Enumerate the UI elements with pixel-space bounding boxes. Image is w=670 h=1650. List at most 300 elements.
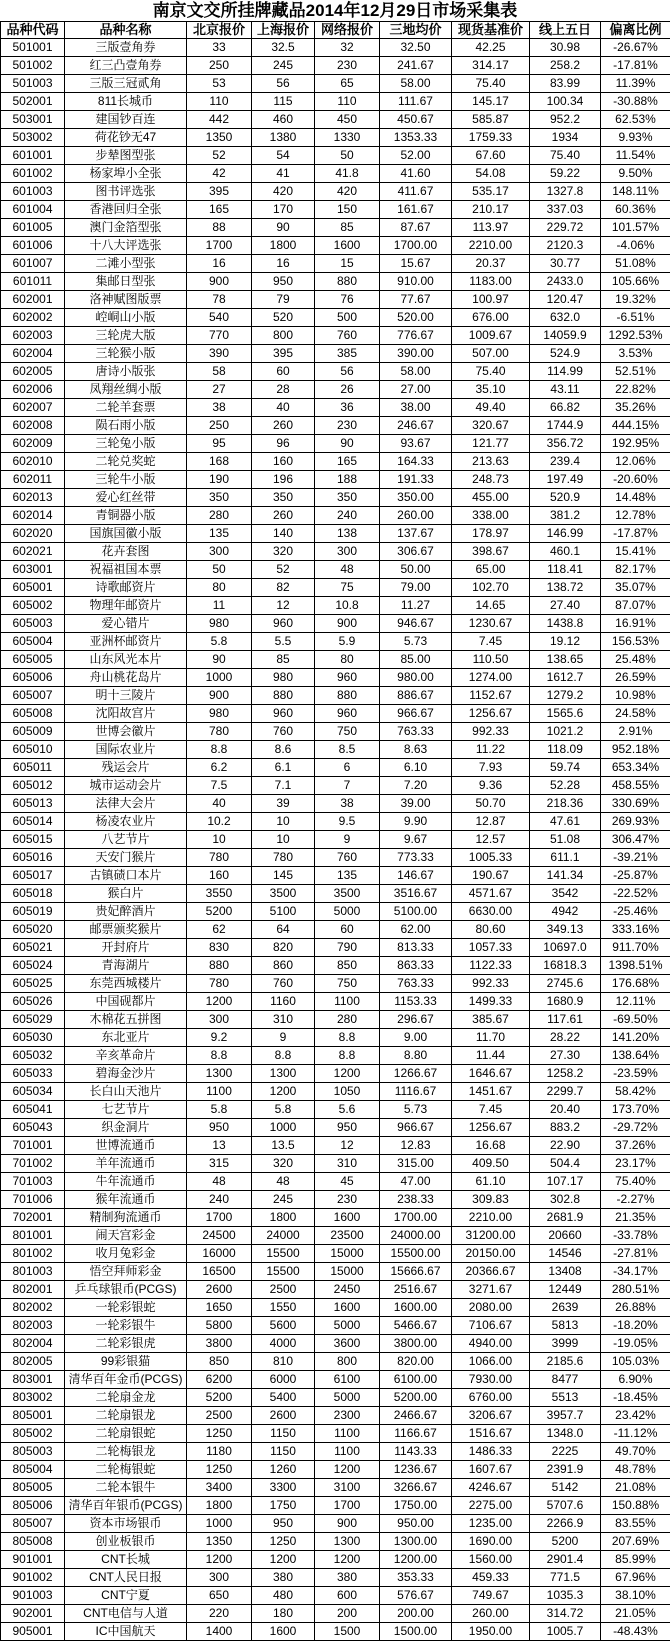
cell-beijing-quote: 10 xyxy=(187,831,252,849)
cell-online-5day: 1934 xyxy=(530,129,601,147)
cell-online-5day: 2639 xyxy=(530,1299,601,1317)
cell-online-5day: 2433.0 xyxy=(530,273,601,291)
cell-deviation-ratio: 11.39% xyxy=(601,75,670,93)
cell-online-quote: 50 xyxy=(315,147,380,165)
cell-spot-base-price: 213.63 xyxy=(452,453,530,471)
cell-online-5day: 2120.3 xyxy=(530,237,601,255)
column-header-deviation-ratio: 偏离比例 xyxy=(601,22,670,39)
cell-beijing-quote: 250 xyxy=(187,57,252,75)
cell-online-5day: 1327.8 xyxy=(530,183,601,201)
cell-name: 辛亥革命片 xyxy=(65,1047,187,1065)
cell-code: 601004 xyxy=(1,201,65,219)
cell-online-5day: 349.13 xyxy=(530,921,601,939)
cell-online-quote: 230 xyxy=(315,57,380,75)
cell-shanghai-quote: 260 xyxy=(252,417,315,435)
cell-deviation-ratio: -39.21% xyxy=(601,849,670,867)
cell-shanghai-quote: 810 xyxy=(252,1353,315,1371)
cell-shanghai-quote: 5400 xyxy=(252,1389,315,1407)
cell-online-5day: 771.5 xyxy=(530,1569,601,1587)
cell-code: 601005 xyxy=(1,219,65,237)
cell-name: 物理年邮资片 xyxy=(65,597,187,615)
cell-spot-base-price: 1486.33 xyxy=(452,1443,530,1461)
cell-spot-base-price: 260.00 xyxy=(452,1605,530,1623)
cell-spot-base-price: 20.37 xyxy=(452,255,530,273)
cell-online-quote: 750 xyxy=(315,723,380,741)
table-row xyxy=(1,1263,670,1281)
cell-code: 605017 xyxy=(1,867,65,885)
cell-online-5day: 51.08 xyxy=(530,831,601,849)
cell-spot-base-price: 1057.33 xyxy=(452,939,530,957)
cell-spot-base-price: 309.83 xyxy=(452,1191,530,1209)
cell-beijing-quote: 3400 xyxy=(187,1479,252,1497)
cell-deviation-ratio: -11.12% xyxy=(601,1425,670,1443)
cell-beijing-quote: 88 xyxy=(187,219,252,237)
cell-shanghai-quote: 48 xyxy=(252,1173,315,1191)
cell-three-region-avg: 8.80 xyxy=(380,1047,452,1065)
table-row xyxy=(1,759,670,777)
table-row xyxy=(1,57,670,75)
cell-name: 集邮日型张 xyxy=(65,273,187,291)
cell-spot-base-price: 49.40 xyxy=(452,399,530,417)
cell-online-quote: 2300 xyxy=(315,1407,380,1425)
cell-online-quote: 880 xyxy=(315,273,380,291)
cell-spot-base-price: 1499.33 xyxy=(452,993,530,1011)
table-row xyxy=(1,111,670,129)
cell-three-region-avg: 191.33 xyxy=(380,471,452,489)
cell-online-quote: 7 xyxy=(315,777,380,795)
cell-beijing-quote: 1000 xyxy=(187,1515,252,1533)
cell-online-quote: 960 xyxy=(315,669,380,687)
table-row xyxy=(1,1029,670,1047)
cell-code: 605032 xyxy=(1,1047,65,1065)
cell-shanghai-quote: 880 xyxy=(252,687,315,705)
cell-spot-base-price: 314.17 xyxy=(452,57,530,75)
cell-name: 长白山天池片 xyxy=(65,1083,187,1101)
table-row xyxy=(1,831,670,849)
cell-three-region-avg: 576.67 xyxy=(380,1587,452,1605)
cell-name: 中国砚都片 xyxy=(65,993,187,1011)
cell-spot-base-price: 42.25 xyxy=(452,39,530,57)
cell-three-region-avg: 1200.00 xyxy=(380,1551,452,1569)
cell-three-region-avg: 15.67 xyxy=(380,255,452,273)
cell-three-region-avg: 450.67 xyxy=(380,111,452,129)
cell-online-5day: 524.9 xyxy=(530,345,601,363)
cell-online-quote: 8.8 xyxy=(315,1029,380,1047)
cell-shanghai-quote: 1600 xyxy=(252,1623,315,1641)
cell-online-5day: 20660 xyxy=(530,1227,601,1245)
cell-name: 收月兔彩金 xyxy=(65,1245,187,1263)
cell-three-region-avg: 85.00 xyxy=(380,651,452,669)
cell-spot-base-price: 459.33 xyxy=(452,1569,530,1587)
table-row xyxy=(1,669,670,687)
cell-name: 诗歌邮资片 xyxy=(65,579,187,597)
cell-online-5day: 27.40 xyxy=(530,597,601,615)
cell-shanghai-quote: 160 xyxy=(252,453,315,471)
cell-online-5day: 952.2 xyxy=(530,111,601,129)
cell-name: 二轮梅银龙 xyxy=(65,1443,187,1461)
cell-online-5day: 504.4 xyxy=(530,1155,601,1173)
cell-spot-base-price: 9.36 xyxy=(452,777,530,795)
cell-code: 701002 xyxy=(1,1155,65,1173)
cell-three-region-avg: 87.67 xyxy=(380,219,452,237)
cell-spot-base-price: 320.67 xyxy=(452,417,530,435)
cell-three-region-avg: 980.00 xyxy=(380,669,452,687)
cell-deviation-ratio: 105.03% xyxy=(601,1353,670,1371)
cell-spot-base-price: 248.73 xyxy=(452,471,530,489)
cell-deviation-ratio: -25.87% xyxy=(601,867,670,885)
cell-spot-base-price: 6630.00 xyxy=(452,903,530,921)
cell-spot-base-price: 507.00 xyxy=(452,345,530,363)
cell-deviation-ratio: 51.08% xyxy=(601,255,670,273)
cell-name: 唐诗小版张 xyxy=(65,363,187,381)
cell-three-region-avg: 24000.00 xyxy=(380,1227,452,1245)
column-header-spot-base-price: 现货基准价 xyxy=(452,22,530,39)
cell-name: 二轮本银牛 xyxy=(65,1479,187,1497)
cell-three-region-avg: 246.67 xyxy=(380,417,452,435)
cell-code: 802003 xyxy=(1,1317,65,1335)
cell-beijing-quote: 168 xyxy=(187,453,252,471)
cell-shanghai-quote: 1260 xyxy=(252,1461,315,1479)
cell-shanghai-quote: 8.8 xyxy=(252,1047,315,1065)
cell-three-region-avg: 9.67 xyxy=(380,831,452,849)
cell-three-region-avg: 77.67 xyxy=(380,291,452,309)
cell-beijing-quote: 7.5 xyxy=(187,777,252,795)
cell-spot-base-price: 1256.67 xyxy=(452,1119,530,1137)
cell-online-5day: 12449 xyxy=(530,1281,601,1299)
cell-code: 605001 xyxy=(1,579,65,597)
cell-name: 步辇图型张 xyxy=(65,147,187,165)
cell-name: 碧海金沙片 xyxy=(65,1065,187,1083)
cell-shanghai-quote: 24000 xyxy=(252,1227,315,1245)
cell-online-quote: 760 xyxy=(315,849,380,867)
cell-spot-base-price: 6760.00 xyxy=(452,1389,530,1407)
table-row xyxy=(1,1497,670,1515)
cell-deviation-ratio: 35.07% xyxy=(601,579,670,597)
cell-online-quote: 1600 xyxy=(315,1299,380,1317)
cell-beijing-quote: 3550 xyxy=(187,885,252,903)
cell-shanghai-quote: 3300 xyxy=(252,1479,315,1497)
table-row xyxy=(1,525,670,543)
cell-online-5day: 883.2 xyxy=(530,1119,601,1137)
table-row xyxy=(1,489,670,507)
cell-online-quote: 110 xyxy=(315,93,380,111)
cell-online-5day: 43.11 xyxy=(530,381,601,399)
cell-beijing-quote: 395 xyxy=(187,183,252,201)
cell-shanghai-quote: 1200 xyxy=(252,1083,315,1101)
cell-three-region-avg: 111.67 xyxy=(380,93,452,111)
cell-name: 二轮扇银蛇 xyxy=(65,1425,187,1443)
cell-online-quote: 60 xyxy=(315,921,380,939)
cell-three-region-avg: 763.33 xyxy=(380,975,452,993)
cell-online-quote: 15 xyxy=(315,255,380,273)
table-body xyxy=(1,39,670,1641)
cell-online-5day: 59.74 xyxy=(530,759,601,777)
cell-online-quote: 41.8 xyxy=(315,165,380,183)
cell-deviation-ratio: -27.81% xyxy=(601,1245,670,1263)
cell-spot-base-price: 102.70 xyxy=(452,579,530,597)
cell-deviation-ratio: 141.20% xyxy=(601,1029,670,1047)
table-row xyxy=(1,1551,670,1569)
cell-online-quote: 9.5 xyxy=(315,813,380,831)
cell-online-5day: 1680.9 xyxy=(530,993,601,1011)
cell-three-region-avg: 1153.33 xyxy=(380,993,452,1011)
cell-beijing-quote: 240 xyxy=(187,1191,252,1209)
cell-beijing-quote: 300 xyxy=(187,543,252,561)
cell-spot-base-price: 2275.00 xyxy=(452,1497,530,1515)
cell-beijing-quote: 5.8 xyxy=(187,633,252,651)
cell-three-region-avg: 241.67 xyxy=(380,57,452,75)
cell-online-quote: 75 xyxy=(315,579,380,597)
table-row xyxy=(1,651,670,669)
cell-spot-base-price: 20366.67 xyxy=(452,1263,530,1281)
cell-name: CNT长城 xyxy=(65,1551,187,1569)
cell-beijing-quote: 880 xyxy=(187,957,252,975)
table-row xyxy=(1,939,670,957)
table-row xyxy=(1,705,670,723)
cell-online-5day: 2225 xyxy=(530,1443,601,1461)
cell-online-quote: 500 xyxy=(315,309,380,327)
table-row xyxy=(1,561,670,579)
table-row xyxy=(1,309,670,327)
cell-beijing-quote: 900 xyxy=(187,687,252,705)
cell-three-region-avg: 1700.00 xyxy=(380,237,452,255)
cell-shanghai-quote: 40 xyxy=(252,399,315,417)
cell-code: 605043 xyxy=(1,1119,65,1137)
cell-beijing-quote: 5.8 xyxy=(187,1101,252,1119)
table-row xyxy=(1,1191,670,1209)
column-header-code: 品种代码 xyxy=(1,22,65,39)
cell-three-region-avg: 1500.00 xyxy=(380,1623,452,1641)
cell-shanghai-quote: 310 xyxy=(252,1011,315,1029)
cell-deviation-ratio: 22.82% xyxy=(601,381,670,399)
cell-beijing-quote: 850 xyxy=(187,1353,252,1371)
cell-name: 明十三陵片 xyxy=(65,687,187,705)
cell-beijing-quote: 1800 xyxy=(187,1497,252,1515)
cell-shanghai-quote: 380 xyxy=(252,1569,315,1587)
cell-shanghai-quote: 170 xyxy=(252,201,315,219)
cell-deviation-ratio: 207.69% xyxy=(601,1533,670,1551)
cell-spot-base-price: 11.44 xyxy=(452,1047,530,1065)
cell-beijing-quote: 38 xyxy=(187,399,252,417)
table-row xyxy=(1,1371,670,1389)
cell-spot-base-price: 80.60 xyxy=(452,921,530,939)
cell-online-5day: 120.47 xyxy=(530,291,601,309)
cell-online-5day: 118.09 xyxy=(530,741,601,759)
cell-spot-base-price: 12.87 xyxy=(452,813,530,831)
cell-deviation-ratio: 333.16% xyxy=(601,921,670,939)
cell-deviation-ratio: 16.91% xyxy=(601,615,670,633)
table-row xyxy=(1,237,670,255)
cell-beijing-quote: 1100 xyxy=(187,1083,252,1101)
cell-online-5day: 5200 xyxy=(530,1533,601,1551)
cell-beijing-quote: 5800 xyxy=(187,1317,252,1335)
cell-name: 贵妃醉酒片 xyxy=(65,903,187,921)
cell-three-region-avg: 5200.00 xyxy=(380,1389,452,1407)
cell-shanghai-quote: 320 xyxy=(252,543,315,561)
cell-deviation-ratio: -19.05% xyxy=(601,1335,670,1353)
cell-spot-base-price: 2210.00 xyxy=(452,237,530,255)
table-row xyxy=(1,795,670,813)
cell-online-5day: 1279.2 xyxy=(530,687,601,705)
cell-three-region-avg: 2466.67 xyxy=(380,1407,452,1425)
cell-beijing-quote: 315 xyxy=(187,1155,252,1173)
cell-online-5day: 1565.6 xyxy=(530,705,601,723)
table-row xyxy=(1,615,670,633)
cell-three-region-avg: 3266.67 xyxy=(380,1479,452,1497)
table-row xyxy=(1,849,670,867)
cell-beijing-quote: 40 xyxy=(187,795,252,813)
cell-three-region-avg: 137.67 xyxy=(380,525,452,543)
cell-spot-base-price: 1122.33 xyxy=(452,957,530,975)
cell-beijing-quote: 1250 xyxy=(187,1425,252,1443)
cell-online-5day: 460.1 xyxy=(530,543,601,561)
cell-spot-base-price: 7.45 xyxy=(452,633,530,651)
cell-online-5day: 356.72 xyxy=(530,435,601,453)
cell-online-quote: 38 xyxy=(315,795,380,813)
cell-name: 亚洲杯邮资片 xyxy=(65,633,187,651)
cell-shanghai-quote: 1150 xyxy=(252,1443,315,1461)
cell-deviation-ratio: 21.35% xyxy=(601,1209,670,1227)
cell-spot-base-price: 385.67 xyxy=(452,1011,530,1029)
cell-code: 601011 xyxy=(1,273,65,291)
cell-online-5day: 381.2 xyxy=(530,507,601,525)
cell-three-region-avg: 161.67 xyxy=(380,201,452,219)
cell-online-quote: 165 xyxy=(315,453,380,471)
cell-online-quote: 3100 xyxy=(315,1479,380,1497)
cell-shanghai-quote: 52 xyxy=(252,561,315,579)
cell-shanghai-quote: 1000 xyxy=(252,1119,315,1137)
cell-shanghai-quote: 1380 xyxy=(252,129,315,147)
cell-three-region-avg: 3800.00 xyxy=(380,1335,452,1353)
cell-beijing-quote: 50 xyxy=(187,561,252,579)
cell-spot-base-price: 1950.00 xyxy=(452,1623,530,1641)
cell-three-region-avg: 820.00 xyxy=(380,1353,452,1371)
cell-deviation-ratio: 173.70% xyxy=(601,1101,670,1119)
table-row xyxy=(1,1119,670,1137)
cell-deviation-ratio: 9.50% xyxy=(601,165,670,183)
cell-deviation-ratio: 75.40% xyxy=(601,1173,670,1191)
cell-three-region-avg: 9.90 xyxy=(380,813,452,831)
cell-code: 605013 xyxy=(1,795,65,813)
cell-shanghai-quote: 780 xyxy=(252,849,315,867)
cell-three-region-avg: 238.33 xyxy=(380,1191,452,1209)
cell-three-region-avg: 47.00 xyxy=(380,1173,452,1191)
table-row xyxy=(1,543,670,561)
cell-deviation-ratio: 15.41% xyxy=(601,543,670,561)
cell-code: 902001 xyxy=(1,1605,65,1623)
cell-deviation-ratio: 25.48% xyxy=(601,651,670,669)
cell-beijing-quote: 1300 xyxy=(187,1065,252,1083)
cell-name: 猴白片 xyxy=(65,885,187,903)
cell-name: 三轮猴小版 xyxy=(65,345,187,363)
cell-shanghai-quote: 950 xyxy=(252,273,315,291)
cell-deviation-ratio: 19.32% xyxy=(601,291,670,309)
cell-online-quote: 950 xyxy=(315,1119,380,1137)
cell-name: 牛年流通币 xyxy=(65,1173,187,1191)
cell-deviation-ratio: 48.78% xyxy=(601,1461,670,1479)
cell-online-quote: 1200 xyxy=(315,1065,380,1083)
cell-deviation-ratio: -4.06% xyxy=(601,237,670,255)
cell-online-5day: 27.30 xyxy=(530,1047,601,1065)
cell-online-5day: 2391.9 xyxy=(530,1461,601,1479)
cell-online-quote: 36 xyxy=(315,399,380,417)
cell-deviation-ratio: 26.59% xyxy=(601,669,670,687)
column-header-beijing-quote: 北京报价 xyxy=(187,22,252,39)
cell-spot-base-price: 1235.00 xyxy=(452,1515,530,1533)
cell-beijing-quote: 80 xyxy=(187,579,252,597)
cell-online-5day: 314.72 xyxy=(530,1605,601,1623)
cell-spot-base-price: 676.00 xyxy=(452,309,530,327)
cell-code: 805005 xyxy=(1,1479,65,1497)
cell-spot-base-price: 11.22 xyxy=(452,741,530,759)
cell-deviation-ratio: -34.17% xyxy=(601,1263,670,1281)
table-row xyxy=(1,579,670,597)
table-row xyxy=(1,1173,670,1191)
cell-spot-base-price: 14.65 xyxy=(452,597,530,615)
cell-code: 605029 xyxy=(1,1011,65,1029)
cell-three-region-avg: 7.20 xyxy=(380,777,452,795)
cell-beijing-quote: 300 xyxy=(187,1011,252,1029)
cell-code: 605004 xyxy=(1,633,65,651)
cell-deviation-ratio: 67.96% xyxy=(601,1569,670,1587)
cell-name: 国际农业片 xyxy=(65,741,187,759)
table-row xyxy=(1,435,670,453)
cell-three-region-avg: 41.60 xyxy=(380,165,452,183)
cell-online-5day: 2901.4 xyxy=(530,1551,601,1569)
cell-online-quote: 900 xyxy=(315,1515,380,1533)
cell-deviation-ratio: 148.11% xyxy=(601,183,670,201)
cell-online-5day: 5707.6 xyxy=(530,1497,601,1515)
cell-code: 501002 xyxy=(1,57,65,75)
cell-code: 605020 xyxy=(1,921,65,939)
cell-online-quote: 188 xyxy=(315,471,380,489)
cell-beijing-quote: 24500 xyxy=(187,1227,252,1245)
cell-online-5day: 13408 xyxy=(530,1263,601,1281)
cell-online-5day: 1438.8 xyxy=(530,615,601,633)
cell-online-quote: 23500 xyxy=(315,1227,380,1245)
cell-name: 811长城币 xyxy=(65,93,187,111)
cell-spot-base-price: 210.17 xyxy=(452,201,530,219)
cell-name: 陨石雨小版 xyxy=(65,417,187,435)
cell-beijing-quote: 27 xyxy=(187,381,252,399)
cell-online-5day: 2266.9 xyxy=(530,1515,601,1533)
cell-deviation-ratio: 21.05% xyxy=(601,1605,670,1623)
cell-online-quote: 350 xyxy=(315,489,380,507)
cell-code: 605008 xyxy=(1,705,65,723)
cell-spot-base-price: 1560.00 xyxy=(452,1551,530,1569)
cell-three-region-avg: 1266.67 xyxy=(380,1065,452,1083)
cell-shanghai-quote: 1300 xyxy=(252,1065,315,1083)
cell-online-5day: 141.34 xyxy=(530,867,601,885)
cell-shanghai-quote: 28 xyxy=(252,381,315,399)
cell-shanghai-quote: 245 xyxy=(252,1191,315,1209)
cell-code: 602008 xyxy=(1,417,65,435)
cell-deviation-ratio: 12.06% xyxy=(601,453,670,471)
table-row xyxy=(1,471,670,489)
table-row xyxy=(1,75,670,93)
cell-beijing-quote: 1700 xyxy=(187,1209,252,1227)
cell-code: 605005 xyxy=(1,651,65,669)
cell-name: 三版壹角券 xyxy=(65,39,187,57)
cell-code: 901001 xyxy=(1,1551,65,1569)
cell-beijing-quote: 9.2 xyxy=(187,1029,252,1047)
cell-online-5day: 30.98 xyxy=(530,39,601,57)
table-row xyxy=(1,1299,670,1317)
cell-three-region-avg: 15666.67 xyxy=(380,1263,452,1281)
cell-online-5day: 1744.9 xyxy=(530,417,601,435)
cell-spot-base-price: 398.67 xyxy=(452,543,530,561)
cell-spot-base-price: 2210.00 xyxy=(452,1209,530,1227)
